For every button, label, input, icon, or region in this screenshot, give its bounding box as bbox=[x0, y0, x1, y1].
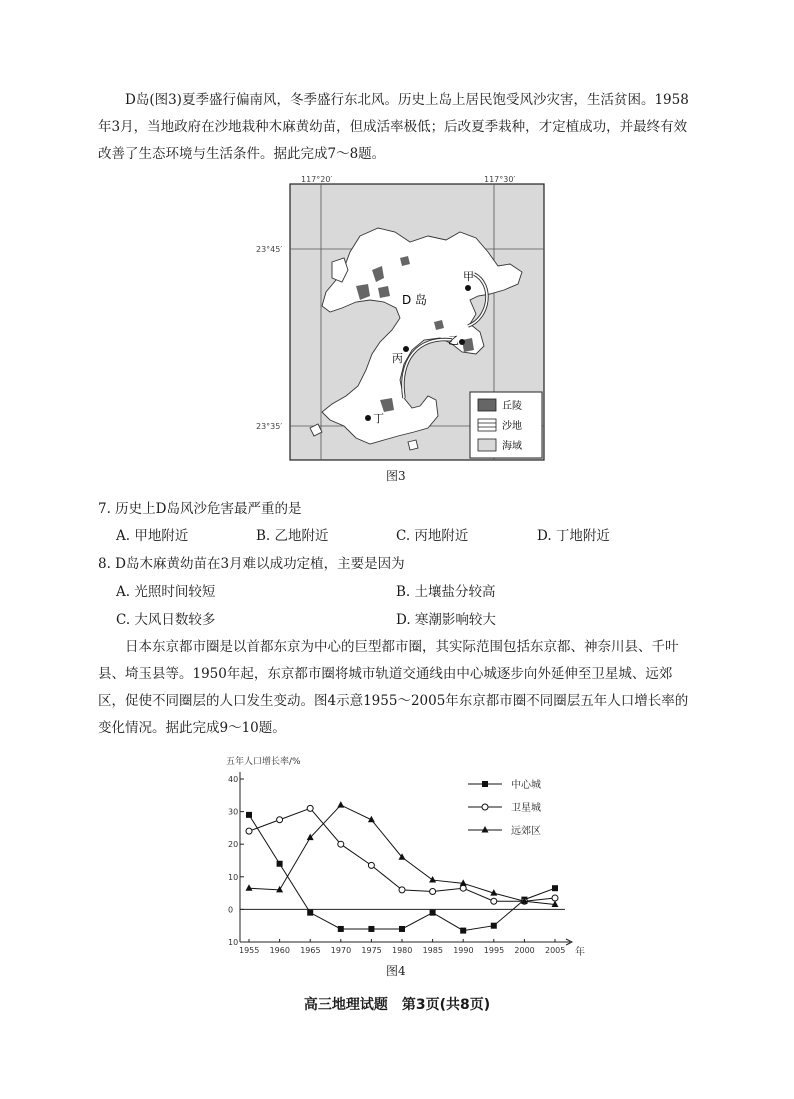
chart-series-line-square bbox=[249, 815, 555, 931]
chart-x-tick-label: 1990 bbox=[453, 946, 474, 955]
chart-point-triangle bbox=[337, 801, 344, 808]
chart-x-tick-label: 1975 bbox=[361, 946, 382, 955]
passage-intro-d-island: D岛(图3)夏季盛行偏南风，冬季盛行东北风。历史上岛上居民饱受风沙灾害，生活贫困。1958年3月，当地政府在沙地栽种木麻黄幼苗，但成活率极低；后改夏季栽种，才定植成功，并最终有效改善了生态环境与生活条件。据此完成7～8题。 bbox=[98, 92, 689, 162]
legend-label-triangle: 远郊区 bbox=[511, 826, 541, 837]
chart-point-circle bbox=[277, 817, 283, 823]
place-jia-label: 甲 bbox=[463, 270, 474, 283]
chart-x-tick-label: 1965 bbox=[300, 946, 321, 955]
place-yi-label: 乙 bbox=[448, 334, 459, 347]
chart-x-tick-label: 2000 bbox=[514, 946, 535, 955]
figure-3-caption: 图3 bbox=[386, 469, 406, 483]
chart-x-tick-label: 2005 bbox=[545, 946, 566, 955]
chart-x-tick-label: 1970 bbox=[330, 946, 352, 955]
chart-x-tick-label: 1985 bbox=[422, 946, 443, 955]
chart-series bbox=[246, 801, 559, 934]
lat-bottom-label: 23°35′ bbox=[256, 422, 283, 431]
place-bing-label: 丙 bbox=[392, 352, 403, 365]
legend-sand-label: 沙地 bbox=[502, 421, 522, 432]
chart-point-circle bbox=[368, 862, 374, 868]
question-8-option-c: C. 大风日数较多 bbox=[116, 612, 216, 628]
question-8-option-d: D. 寒潮影响较大 bbox=[396, 612, 496, 628]
question-7-option-c: C. 丙地附近 bbox=[396, 528, 469, 544]
chart-point-square bbox=[460, 928, 466, 934]
legend-hill-label: 丘陵 bbox=[502, 401, 522, 412]
chart-x-tick-label: 1955 bbox=[239, 946, 260, 955]
legend-label-circle: 卫星城 bbox=[511, 803, 541, 814]
chart-point-square bbox=[482, 781, 488, 787]
figure-4-caption: 图4 bbox=[386, 964, 406, 978]
chart-point-square bbox=[430, 910, 436, 916]
chart-x-tick-label: 1960 bbox=[269, 946, 290, 955]
chart-point-square bbox=[246, 812, 252, 818]
chart-y-tick-label: 30 bbox=[228, 807, 239, 817]
chart-ylabel: 五年人口增长率/% bbox=[226, 757, 301, 767]
chart-point-circle bbox=[482, 804, 488, 810]
chart-legend bbox=[468, 778, 541, 837]
chart-y-tick-label: 10 bbox=[228, 938, 239, 947]
chart-point-square bbox=[552, 885, 558, 891]
question-7-option-d: D. 丁地附近 bbox=[537, 528, 610, 544]
chart-point-square bbox=[307, 910, 313, 916]
chart-point-circle bbox=[491, 898, 497, 904]
chart-point-circle bbox=[552, 895, 558, 901]
chart-point-circle bbox=[246, 828, 252, 834]
chart-point-circle bbox=[399, 887, 405, 893]
chart-point-circle bbox=[307, 805, 313, 811]
chart-y-tick-label: 0 bbox=[228, 905, 234, 915]
chart-point-circle bbox=[338, 841, 344, 847]
question-7-option-a: A. 甲地附近 bbox=[116, 528, 189, 544]
chart-point-square bbox=[338, 926, 344, 932]
chart-point-square bbox=[277, 861, 283, 867]
page-footer: 高三地理试题 第3页(共8页) bbox=[303, 997, 491, 1013]
lon-left-label: 117°20′ bbox=[301, 175, 333, 184]
chart-point-circle bbox=[430, 888, 436, 894]
passage-tokyo-metro: 日本东京都市圈是以首都东京为中心的巨型都市圈，其实际范围包括东京都、神奈川县、千叶县、埼玉县等。1950年起，东京都市圈将城市轨道交通线由中心城逐步向外延伸至卫星城、远郊区，促使不同圈层的人口发生变动。图4示意1955～2005年东京都市圈不同圈层五年人口增长率的变化情况。据此完成9～10题。 bbox=[98, 639, 689, 736]
chart-point-square bbox=[399, 926, 405, 932]
chart-point-triangle bbox=[276, 886, 283, 893]
chart-point-square bbox=[491, 923, 497, 929]
island-label: D 岛 bbox=[402, 293, 428, 307]
legend-label-square: 中心城 bbox=[511, 780, 541, 791]
chart-point-square bbox=[368, 926, 374, 932]
question-8-stem: 8. D岛木麻黄幼苗在3月难以成功定植，主要是因为 bbox=[98, 556, 405, 572]
chart-point-triangle bbox=[429, 876, 436, 883]
legend-sea-label: 海域 bbox=[502, 441, 522, 452]
question-7-stem: 7. 历史上D岛风沙危害最严重的是 bbox=[98, 501, 302, 517]
chart-y-tick-label: 40 bbox=[228, 775, 239, 784]
question-7-option-b: B. 乙地附近 bbox=[256, 528, 329, 544]
chart-point-triangle bbox=[246, 884, 253, 891]
lon-right-label: 117°30′ bbox=[484, 175, 516, 184]
chart-xlabel: 年 bbox=[575, 947, 585, 958]
chart-y-tick-label: 20 bbox=[228, 840, 239, 850]
chart-point-circle bbox=[460, 885, 466, 891]
question-8-option-b: B. 土壤盐分较高 bbox=[396, 584, 496, 600]
chart-point-triangle bbox=[482, 826, 489, 833]
place-ding-label: 丁 bbox=[373, 412, 384, 425]
chart-x-tick-label: 1995 bbox=[483, 946, 505, 955]
chart-y-tick-label: 10 bbox=[228, 872, 239, 882]
question-8-option-a: A. 光照时间较短 bbox=[116, 584, 216, 600]
chart-x-tick-label: 1980 bbox=[392, 946, 413, 955]
lat-top-label: 23°45′ bbox=[256, 245, 283, 254]
